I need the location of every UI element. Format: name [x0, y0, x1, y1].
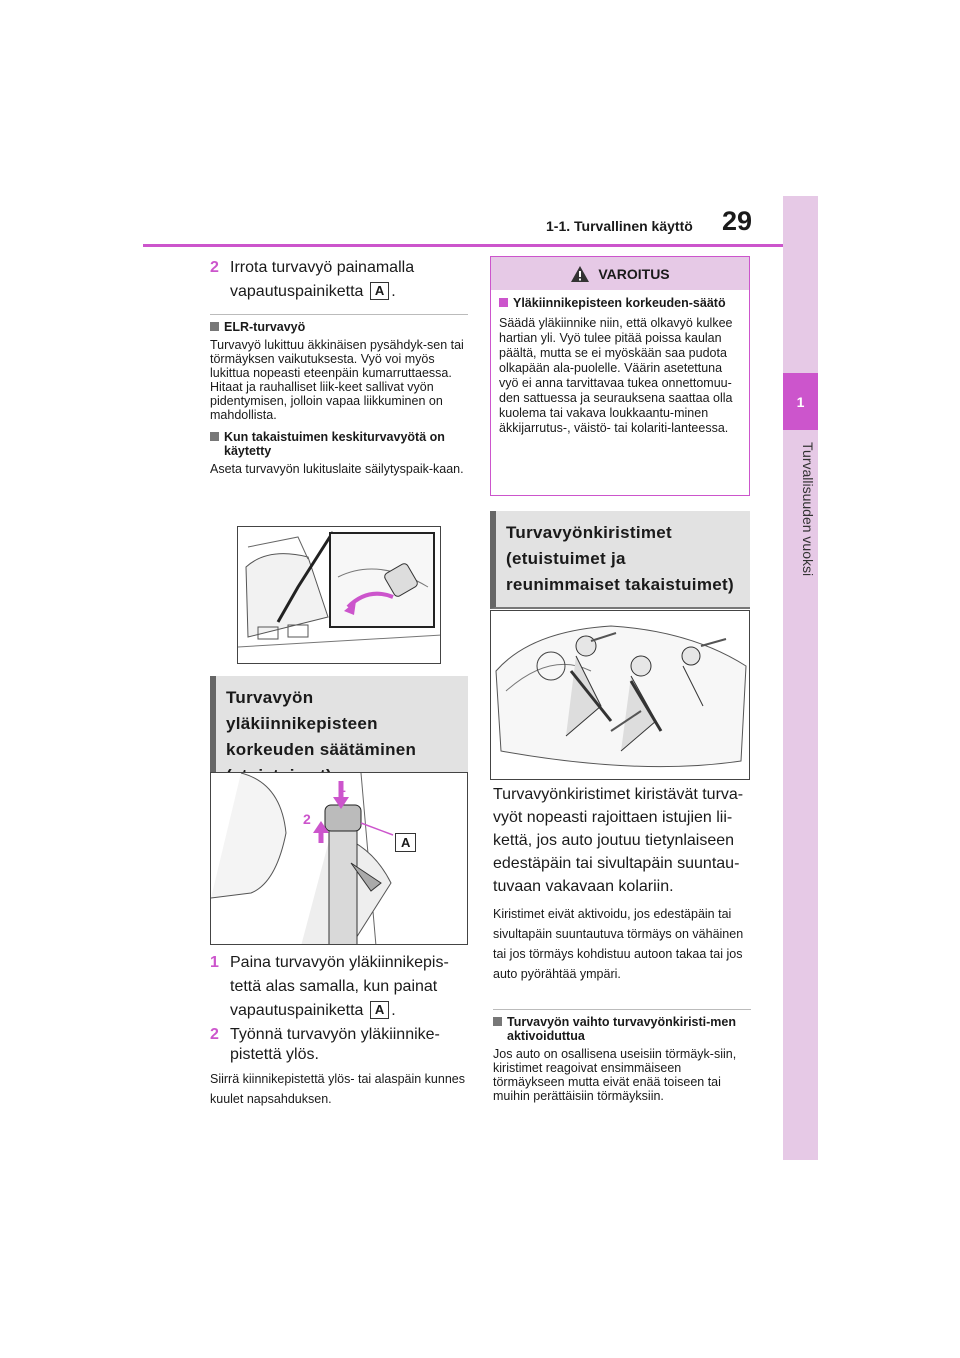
- step-number: 2: [210, 259, 219, 276]
- warning-text: Säädä yläkiinnike niin, että olkavyö kulkee hartian yli. Vyö tulee pitää poissa kaulan päältä, mutta se ei myöskään saa pudota olkapään ala-puolelle. Väärin asetettuna vyö ei anna tarvittavaa tukea onnettomuu-den sattuessa ja seurauksena saattaa olla kuolema tai vakava loukkaantu-minen äkkijarrutus-, väistö- tai kolariti-lanteessa.: [499, 316, 733, 435]
- reset-section: [493, 1015, 751, 1103]
- bullet-square: [499, 298, 508, 307]
- pretensioner-text: [493, 783, 751, 984]
- section-heading-anchor-height: Turvavyön yläkiinnikepisteen korkeuden säätäminen: [210, 676, 468, 800]
- step-number: 2: [210, 1026, 219, 1043]
- chapter-tab: [783, 196, 818, 1160]
- divider: [493, 1009, 751, 1010]
- anchor-adjust-illustration: [210, 772, 468, 945]
- pretensioner-paragraph: Turvavyönkiristimet kiristävät turva-vyöt nopeasti rajoittaen istujien lii-kettä, jos auto joutuu tietynlaiseen edestäpäin tai sivultapäin suuntau-tuvaan vakavaan kolariin.: [493, 786, 744, 895]
- pretensioner-illustration: [490, 610, 750, 780]
- warning-header: [491, 257, 749, 290]
- chapter-number: 1: [783, 373, 818, 430]
- page-number: 29: [722, 206, 753, 236]
- section-heading-pretensioners: Turvavyönkiristimet (etuistuimet ja reunimmaiset takaistuimet): [490, 511, 750, 609]
- subheading: Kun takaistuimen keskiturvavyötä on käytetty: [224, 430, 445, 458]
- body-text: Jos auto on osallisena useisiin törmäyk-siin, kiristimet reagoivat ensimmäiseen törmäykseen mutta eivät enää toiseen tai muihin perättäisiin törmäyksiin.: [493, 1047, 737, 1103]
- step-text: Paina turvavyön yläkiinnikepis-tettä alas samalla, kun painat vapautuspainiketta: [230, 954, 449, 1019]
- warning-subheading: Yläkiinnikepisteen korkeuden-säätö: [513, 296, 726, 310]
- pretensioner-note: Kiristimet eivät aktivoidu, jos edestäpäin tai sivultapäin suuntautuva törmäys on vähäinen tai jos törmäys kohdistuu autoon takaa tai jos auto pyörähtää ympäri.: [493, 907, 744, 981]
- step-2-release: [210, 256, 468, 304]
- body-text: Turvavyö lukittuu äkkinäisen pysähdyk-sen tai törmäyksen vaikutuksesta. Vyö voi myös lukittua nopeasti eteenpäin kumarruttaessa. Hitaat ja rauhalliset liik-keet sallivat vyön pidentymisen, jolloin vapaa liikkuminen on mahdollista.: [210, 338, 464, 422]
- step-end: .: [391, 283, 396, 300]
- bullet-square: [210, 432, 219, 441]
- chapter-label: Turvallisuuden vuoksi: [800, 442, 816, 577]
- body-text: Aseta turvavyön lukituslaite säilytyspaik-kaan.: [210, 462, 464, 476]
- step-number: 1: [210, 954, 219, 971]
- callout-1: 1: [338, 779, 346, 795]
- bullet-square: [493, 1017, 502, 1026]
- step-end: .: [391, 1002, 396, 1019]
- release-button-label: A: [370, 282, 389, 300]
- callout-2: 2: [303, 811, 311, 827]
- subheading: Turvavyön vaihto turvavyönkiristi-men aktivoiduttua: [507, 1015, 736, 1043]
- section-title: 1-1. Turvallinen käyttö: [546, 218, 693, 234]
- warning-icon: [570, 265, 590, 283]
- header-rule: [143, 244, 783, 247]
- callout-a: A: [395, 833, 416, 852]
- step-1: [210, 951, 468, 1023]
- warning-title: VAROITUS: [598, 265, 670, 282]
- step-text: Työnnä turvavyön yläkiinnike-pistettä ylös.: [230, 1026, 440, 1063]
- bullet-square: [210, 322, 219, 331]
- step-2: [210, 1025, 468, 1065]
- warning-box: [490, 256, 750, 496]
- divider: [210, 314, 468, 315]
- release-button-label: A: [370, 1001, 389, 1019]
- subheading: ELR-turvavyö: [224, 320, 306, 334]
- anchor-steps: [210, 951, 468, 1109]
- buckle-storage-illustration: [237, 526, 441, 664]
- step-text: Irrota turvavyö painamalla vapautuspainiketta: [230, 259, 415, 300]
- elr-section: [210, 320, 468, 476]
- step-note: Siirrä kiinnikepistettä ylös- tai alaspäin kunnes kuulet napsahduksen.: [210, 1072, 465, 1106]
